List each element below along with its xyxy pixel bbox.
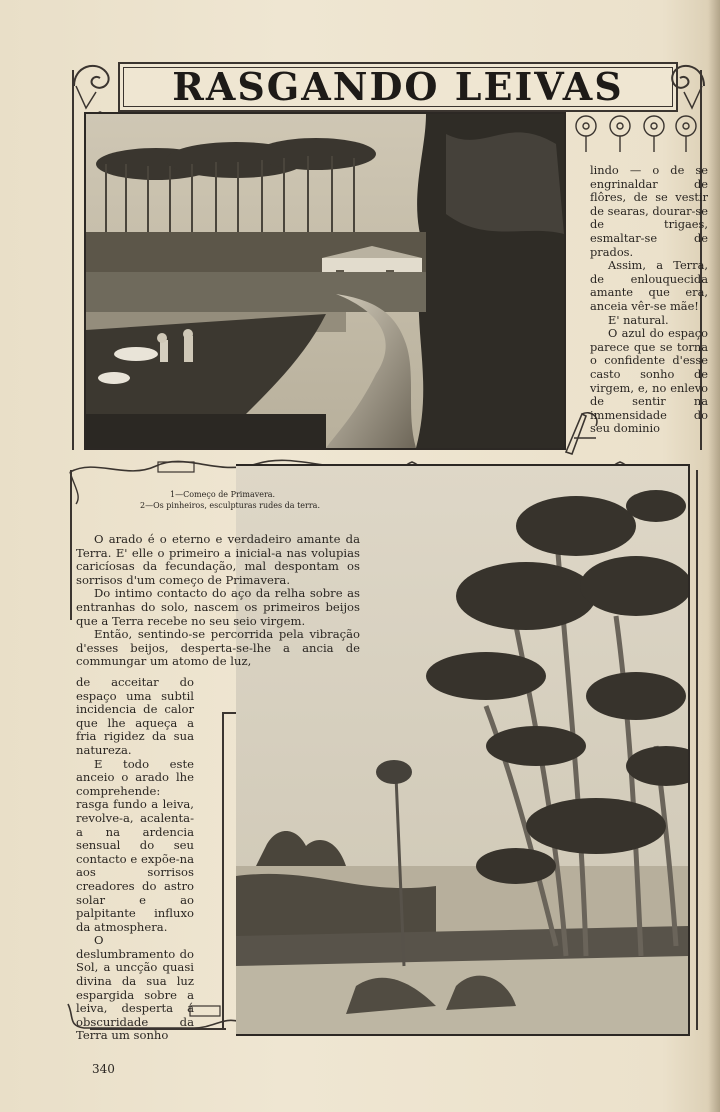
body-paragraph-2: Do intimo contacto do aço da relha sobre as entranhas do solo, nascem os primeiros beijos que a Terra recebe no seu seio virgem. [76,586,360,628]
left-paragraph-1: de acceitar do espaço uma subtil incidencia de calor que lhe aqueça a fria rigidez da sua natureza. [76,675,194,757]
landscape-photo-1-image [86,114,564,448]
photo-comeco-de-primavera [84,112,566,450]
left-column-text [76,676,194,1043]
right-paragraph-1: lindo — o de se engrinaldar de flôres, de se vestir de searas, dourar-se de trigaes, esmaltar-se de prados. [590,163,708,259]
page-number: 340 [92,1062,115,1076]
left-paragraph-3: O deslumbramento do Sol, a uncção quasi divina da sua luz espargida sobre a leiva, desperta á obscuridade da Terra um sonho [76,933,194,1043]
body-paragraph-1: O arado é o eterno e verdadeiro amante da Terra. E' elle o primeiro a inicial-a nas volupias caricíosas da fecundação, mal despontam os sorrisos d'um começo de Primavera. [76,532,360,587]
body-paragraph-3: Então, sentindo-se percorrida pela vibração d'esses beijos, desperta-se-lhe a ancia de commungar um atomo de luz, [76,627,360,669]
right-paragraph-3: E' natural. [608,312,669,327]
main-body-text [76,533,360,669]
right-column-text [590,164,708,436]
flower-ornaments-icon [570,110,700,154]
frame-left-line [72,70,74,450]
title-banner [118,62,678,112]
ribbon-ornament-right-icon [664,56,714,116]
left-paragraph-2: E todo este anceio o arado lhe comprehende: rasga fundo a leiva, revolve-a, acalenta-a na ardencia sensual do seu contacto e expõe-na aos sorrisos creadores do astro solar e ao palpitante influxo da atmosphera. [76,756,194,934]
ribbon-ornament-left-icon [66,56,126,116]
right-paragraph-4: O azul do espaço parece que se torna o confidente d'esse casto sonho de virgem, e, no enlevo de sentir na immensidade do seu dominio [590,326,708,436]
article-title: RASGANDO LEIVAS [172,64,624,109]
right-paragraph-2: Assim, a Terra, de enlouquecida amante que era, anceia vêr-se mãe! [590,258,708,313]
page-spine-shadow [708,0,720,1112]
frame-lower-left-line [222,712,224,1030]
frame-photo2-right-line [696,470,698,1030]
photo-caption-1: 1—Começo de Primavera. [170,490,276,499]
photo-caption-2: 2—Os pinheiros, esculpturas rudes da terra. [140,501,320,510]
